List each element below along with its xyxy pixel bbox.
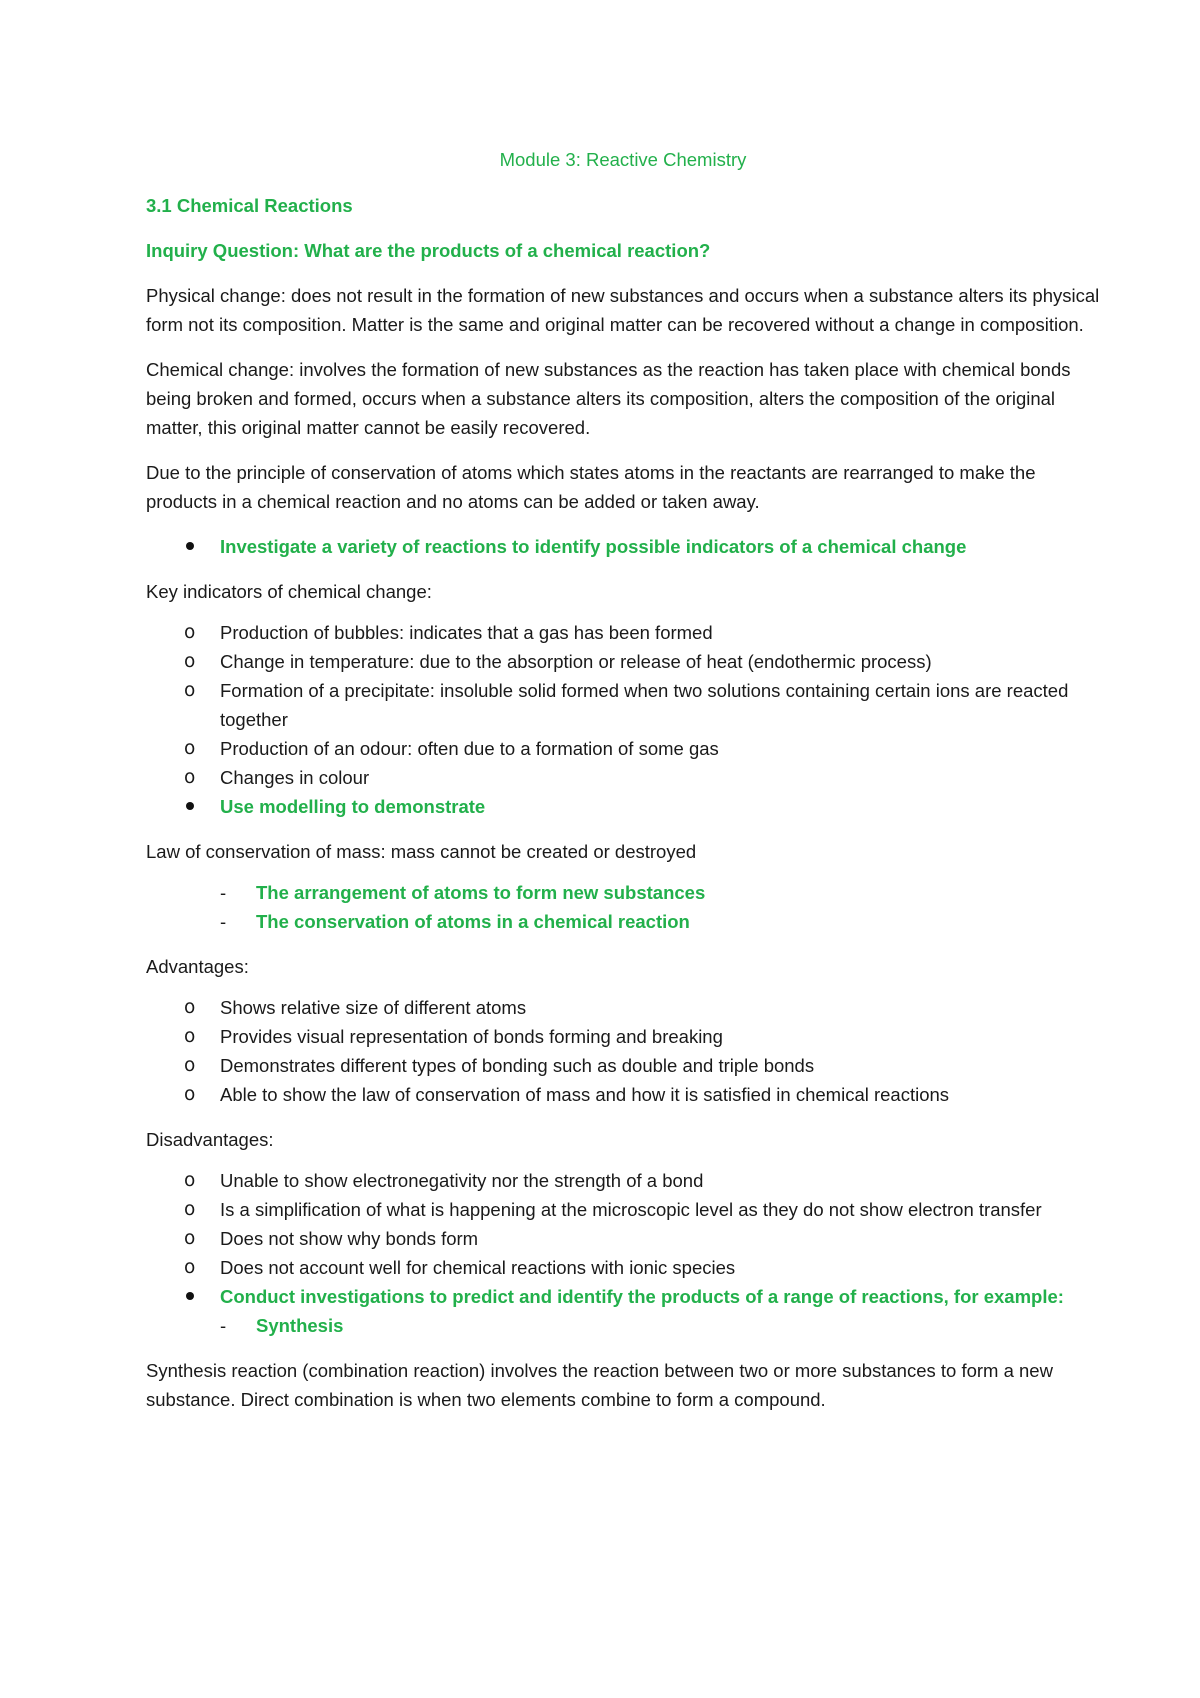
circle-bullet-icon: o: [184, 651, 196, 672]
circle-bullet-icon: o: [184, 622, 196, 643]
bullet-icon: [186, 542, 194, 550]
list-item: [146, 1051, 1100, 1080]
list-item-text: Unable to show electronegativity nor the strength of a bond: [220, 1170, 704, 1191]
list-item: [146, 1224, 1100, 1253]
section-heading: 3.1 Chemical Reactions: [146, 195, 353, 216]
list-item: [146, 1282, 1100, 1311]
list-item: [146, 1253, 1100, 1282]
bullet-text: Conduct investigations to predict and identify the products of a range of reactions, for example:: [220, 1286, 1064, 1307]
list-item: [146, 1166, 1100, 1195]
circle-bullet-icon: o: [184, 1026, 196, 1047]
list-item: [146, 532, 1100, 561]
disadvantages-list: [146, 1166, 1100, 1340]
circle-bullet-icon: o: [184, 1084, 196, 1105]
list-item: [146, 993, 1100, 1022]
dash-bullet-icon: -: [220, 911, 227, 932]
list-item-text: Able to show the law of conservation of mass and how it is satisfied in chemical reactions: [220, 1084, 950, 1105]
list-item-text: Changes in colour: [220, 767, 370, 788]
law-conservation-mass: Law of conservation of mass: mass cannot be created or destroyed: [146, 841, 697, 862]
paragraph-physical-change: Physical change: does not result in the formation of new substances and occurs when a substance alters its physical form not its composition. Matter is the same and original matter can be recovered without a change in composition.: [146, 285, 1100, 335]
bullet-icon: [186, 802, 194, 810]
list-item-text: Provides visual representation of bonds forming and breaking: [220, 1026, 723, 1047]
inquiry-question: Inquiry Question: What are the products of a chemical reaction?: [146, 240, 711, 261]
circle-bullet-icon: o: [184, 1055, 196, 1076]
list-item: [146, 1195, 1100, 1224]
list-item-text: Does not account well for chemical reactions with ionic species: [220, 1257, 736, 1278]
circle-bullet-icon: o: [184, 1170, 196, 1191]
list-item: [146, 734, 1100, 763]
list-item: [146, 907, 1100, 936]
advantages-label: Advantages:: [146, 956, 249, 977]
circle-bullet-icon: o: [184, 1199, 196, 1220]
list-item-text: Demonstrates different types of bonding such as double and triple bonds: [220, 1055, 815, 1076]
list-item: [146, 1080, 1100, 1109]
list-item: [146, 878, 1100, 907]
dash-bullet-icon: -: [220, 1315, 227, 1336]
document-title: Module 3: Reactive Chemistry: [499, 149, 747, 170]
list-item-text: Does not show why bonds form: [220, 1228, 479, 1249]
dash-bullet-icon: -: [220, 882, 227, 903]
list-item: [146, 792, 1100, 821]
key-indicators-label: Key indicators of chemical change:: [146, 581, 432, 602]
list-item-text: Production of bubbles: indicates that a gas has been formed: [220, 622, 713, 643]
paragraph-conservation-atoms: Due to the principle of conservation of atoms which states atoms in the reactants are rearranged to make the products in a chemical reaction and no atoms can be added or taken away.: [146, 462, 1036, 512]
indicators-list: [146, 618, 1100, 821]
circle-bullet-icon: o: [184, 738, 196, 759]
circle-bullet-icon: o: [184, 680, 196, 701]
circle-bullet-icon: o: [184, 1257, 196, 1278]
list-item: [146, 676, 1100, 734]
advantages-list: [146, 993, 1100, 1109]
circle-bullet-icon: o: [184, 997, 196, 1018]
list-item: [146, 618, 1100, 647]
circle-bullet-icon: o: [184, 1228, 196, 1249]
list-item-text: Production of an odour: often due to a formation of some gas: [220, 738, 719, 759]
list-item-text: The arrangement of atoms to form new substances: [256, 882, 706, 903]
bullet-list-investigate: [146, 532, 1100, 561]
disadvantages-label: Disadvantages:: [146, 1129, 274, 1150]
list-item: [146, 1022, 1100, 1051]
list-item: [146, 647, 1100, 676]
paragraph-synthesis: Synthesis reaction (combination reaction) involves the reaction between two or more substances to form a new substance. Direct combination is when two elements combine to form a compound.: [146, 1360, 1053, 1410]
list-item-text: Shows relative size of different atoms: [220, 997, 527, 1018]
bullet-text: Use modelling to demonstrate: [220, 796, 486, 817]
circle-bullet-icon: o: [184, 767, 196, 788]
bullet-text: Investigate a variety of reactions to identify possible indicators of a chemical change: [220, 536, 967, 557]
list-item-text: Formation of a precipitate: insoluble solid formed when two solutions containing certain ions are reacted together: [220, 680, 1069, 730]
model-points-list: [146, 878, 1100, 936]
paragraph-chemical-change: Chemical change: involves the formation of new substances as the reaction has taken place with chemical bonds being broken and formed, occurs when a substance alters its composition, alters the composition of the original matter, this original matter cannot be easily recovered.: [146, 359, 1071, 438]
list-item: [146, 1311, 1100, 1340]
list-item-text: Change in temperature: due to the absorption or release of heat (endothermic process): [220, 651, 932, 672]
list-item-text: Is a simplification of what is happening at the microscopic level as they do not show electron transfer: [220, 1199, 1042, 1220]
list-item-text: The conservation of atoms in a chemical reaction: [256, 911, 690, 932]
list-item-text: Synthesis: [256, 1315, 344, 1336]
bullet-icon: [186, 1292, 194, 1300]
list-item: [146, 763, 1100, 792]
